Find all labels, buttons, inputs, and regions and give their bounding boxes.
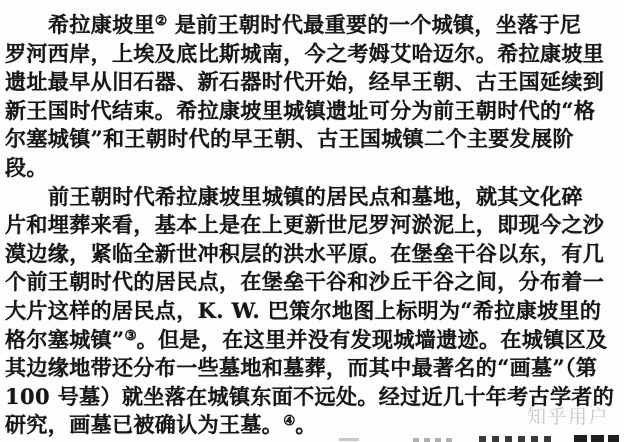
footnote-marker: ② xyxy=(155,13,168,29)
text-line xyxy=(5,322,621,351)
text-line xyxy=(5,293,621,322)
cutoff-glyph-fragment xyxy=(479,436,557,442)
body-text xyxy=(5,7,621,436)
text-line xyxy=(5,350,621,379)
line-text: 希拉康坡里 xyxy=(48,12,155,37)
line-text: 片和埋葬来看，基本上是在上更新世尼罗河淤泥上，即现今之沙 xyxy=(5,212,605,238)
line-text: 前王朝时代希拉康坡里城镇的居民点和墓地，就其文化碎 xyxy=(48,183,583,209)
cutoff-glyph-fragment xyxy=(339,438,359,441)
text-line xyxy=(5,64,621,93)
cutoff-glyph-fragment xyxy=(413,438,457,442)
line-text: 格尔塞城镇” xyxy=(5,326,125,352)
line-text: 。但是，在这里并没有发现城墙遗迹。在城镇区及 xyxy=(136,326,608,352)
text-line xyxy=(5,7,621,36)
text-line xyxy=(5,36,621,65)
text-line xyxy=(5,264,621,293)
line-text: 是前王朝时代最重要的一个城镇，坐落于尼 xyxy=(167,12,582,37)
footnote-marker: ③ xyxy=(124,327,137,344)
line-text: 大片这样的居民点，K. W. 巴策尔地图上标明为“希拉康坡里的 xyxy=(5,297,602,323)
line-text: 新王国时代结束。希拉康坡里城镇遗址可分为前王朝时代的“格 xyxy=(5,97,596,123)
cutoff-glyph-fragment xyxy=(574,435,619,442)
text-line xyxy=(5,93,621,122)
text-line xyxy=(5,207,621,236)
line-text: 。 xyxy=(295,412,317,438)
footnote-marker: ④ xyxy=(283,413,296,430)
line-text: 100 号墓）就坐落在城镇东面不远处。经过近几十年考古学者的 xyxy=(5,383,615,409)
zhihu-user-watermark: 知乎用户 xyxy=(527,406,610,428)
line-text: 遗址最早从旧石器、新石器时代开始，经早王朝、古王国延续到 xyxy=(5,69,605,95)
line-text: 个前王朝时代的居民点，在堡垒干谷和沙丘干谷之间，分布着一 xyxy=(5,269,605,295)
line-text: 研究，画墓已被确认为王墓。 xyxy=(5,412,284,438)
line-text: 漠边缘，紧临全新世冲积层的洪水平原。在堡垒干谷以东，有几 xyxy=(5,240,605,266)
line-text: 尔塞城镇”和王朝时代的早王朝、古王国城镇二个主要发展阶 xyxy=(5,126,574,152)
cutoff-line-fragments xyxy=(0,434,624,442)
text-line xyxy=(5,150,621,179)
text-line xyxy=(5,179,621,208)
text-line xyxy=(5,236,621,265)
line-text: 段。 xyxy=(5,154,48,180)
line-text: 罗河西岸，上埃及底比斯城南，今之考姆艾哈迈尔。希拉康坡里 xyxy=(5,40,605,66)
line-text: 其边缘地带还分布一些墓地和墓葬，而其中最著名的“画墓”（第 xyxy=(5,355,598,381)
text-line xyxy=(5,121,621,150)
